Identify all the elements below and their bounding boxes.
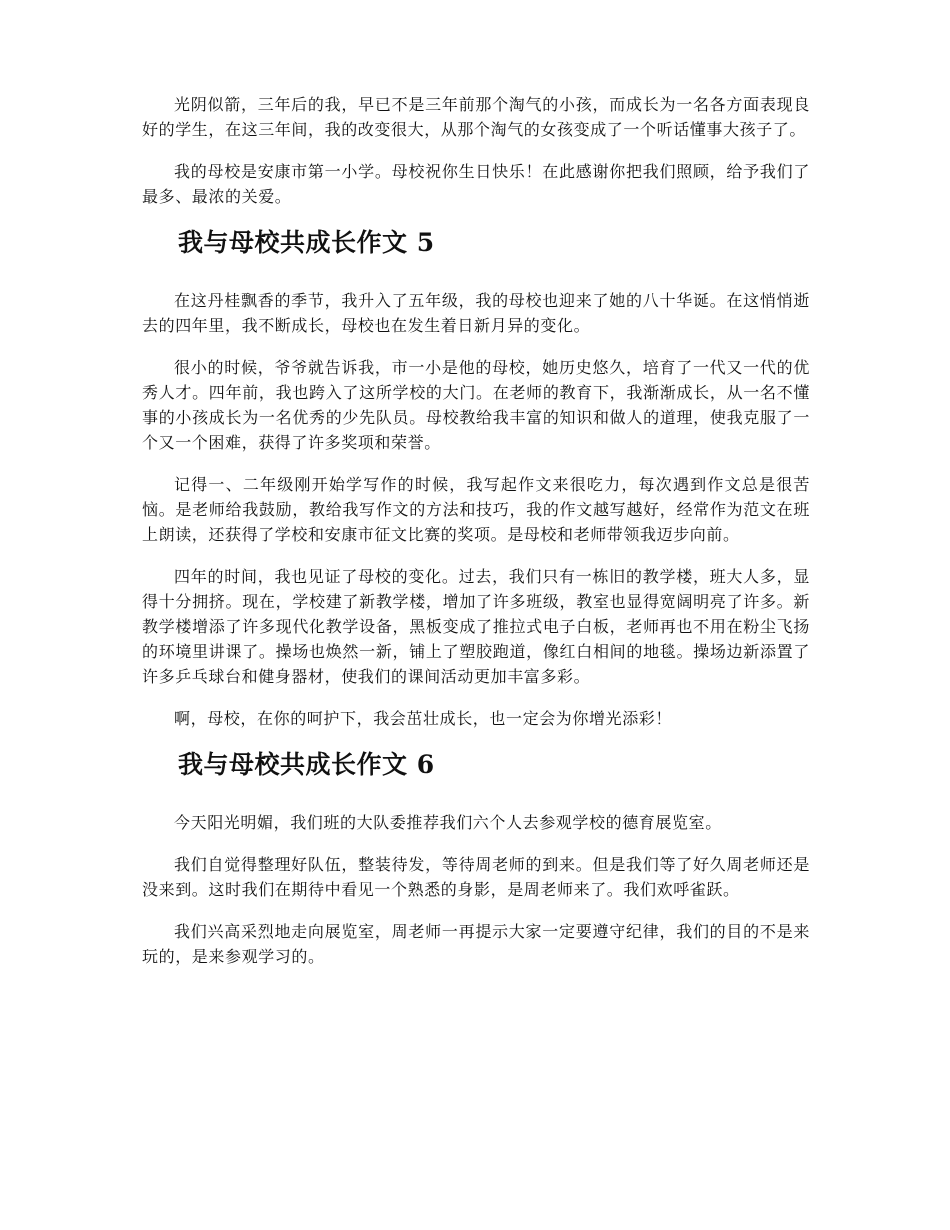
paragraph: 四年的时间，我也见证了母校的变化。过去，我们只有一栋旧的教学楼，班大人多，显得十分拥挤。现在，学校建了新教学楼，增加了许多班级，教室也显得宽阔明亮了许多。新教学楼增添了许多现代化教学设备，黑板变成了推拉式电子白板，老师再也不用在粉尘飞扬的环境里讲课了。操场也焕然一新，铺上了塑胶跑道，像红白相间的地毯。操场边新添置了许多乒乓球台和健身器材，使我们的课间活动更加丰富多彩。: [142, 567, 810, 686]
section-heading: 我与母校共成长作文 6: [178, 750, 435, 779]
paragraph: 记得一、二年级刚开始学写作的时候，我写起作文来很吃力，每次遇到作文总是很苦恼。是老师给我鼓励，教给我写作文的方法和技巧，我的作文越写越好，经常作为范文在班上朗读，还获得了学校和安康市征文比赛的奖项。是母校和老师带领我迈步向前。: [142, 475, 810, 544]
paragraph: 我们兴高采烈地走向展览室，周老师一再提示大家一定要遵守纪律，我们的目的不是来玩的，是来参观学习的。: [142, 922, 810, 966]
document-page: [142, 92, 810, 986]
section-heading: 我与母校共成长作文 5: [178, 228, 435, 257]
paragraph: 在这丹桂飘香的季节，我升入了五年级，我的母校也迎来了她的八十华诞。在这悄悄逝去的四年里，我不断成长，母校也在发生着日新月异的变化。: [142, 291, 810, 335]
paragraph: 我的母校是安康市第一小学。母校祝你生日快乐！在此感谢你把我们照顾，给予我们了最多、最浓的关爱。: [142, 162, 810, 206]
paragraph: 我们自觉得整理好队伍，整装待发，等待周老师的到来。但是我们等了好久周老师还是没来到。这时我们在期待中看见一个熟悉的身影，是周老师来了。我们欢呼雀跃。: [142, 855, 810, 899]
paragraph: 光阴似箭，三年后的我，早已不是三年前那个淘气的小孩，而成长为一名各方面表现良好的学生，在这三年间，我的改变很大，从那个淘气的女孩变成了一个听话懂事大孩子了。: [142, 95, 810, 139]
paragraph: 很小的时候，爷爷就告诉我，市一小是他的母校，她历史悠久，培育了一代又一代的优秀人才。四年前，我也跨入了这所学校的大门。在老师的教育下，我渐渐成长，从一名不懂事的小孩成长为一名优秀的少先队员。母校教给我丰富的知识和做人的道理，使我克服了一个又一个困难，获得了许多奖项和荣誉。: [142, 358, 810, 452]
paragraph: 啊，母校，在你的呵护下，我会茁壮成长，也一定会为你增光添彩！: [174, 709, 673, 728]
paragraph: 今天阳光明媚，我们班的大队委推荐我们六个人去参观学校的德育展览室。: [174, 813, 722, 832]
